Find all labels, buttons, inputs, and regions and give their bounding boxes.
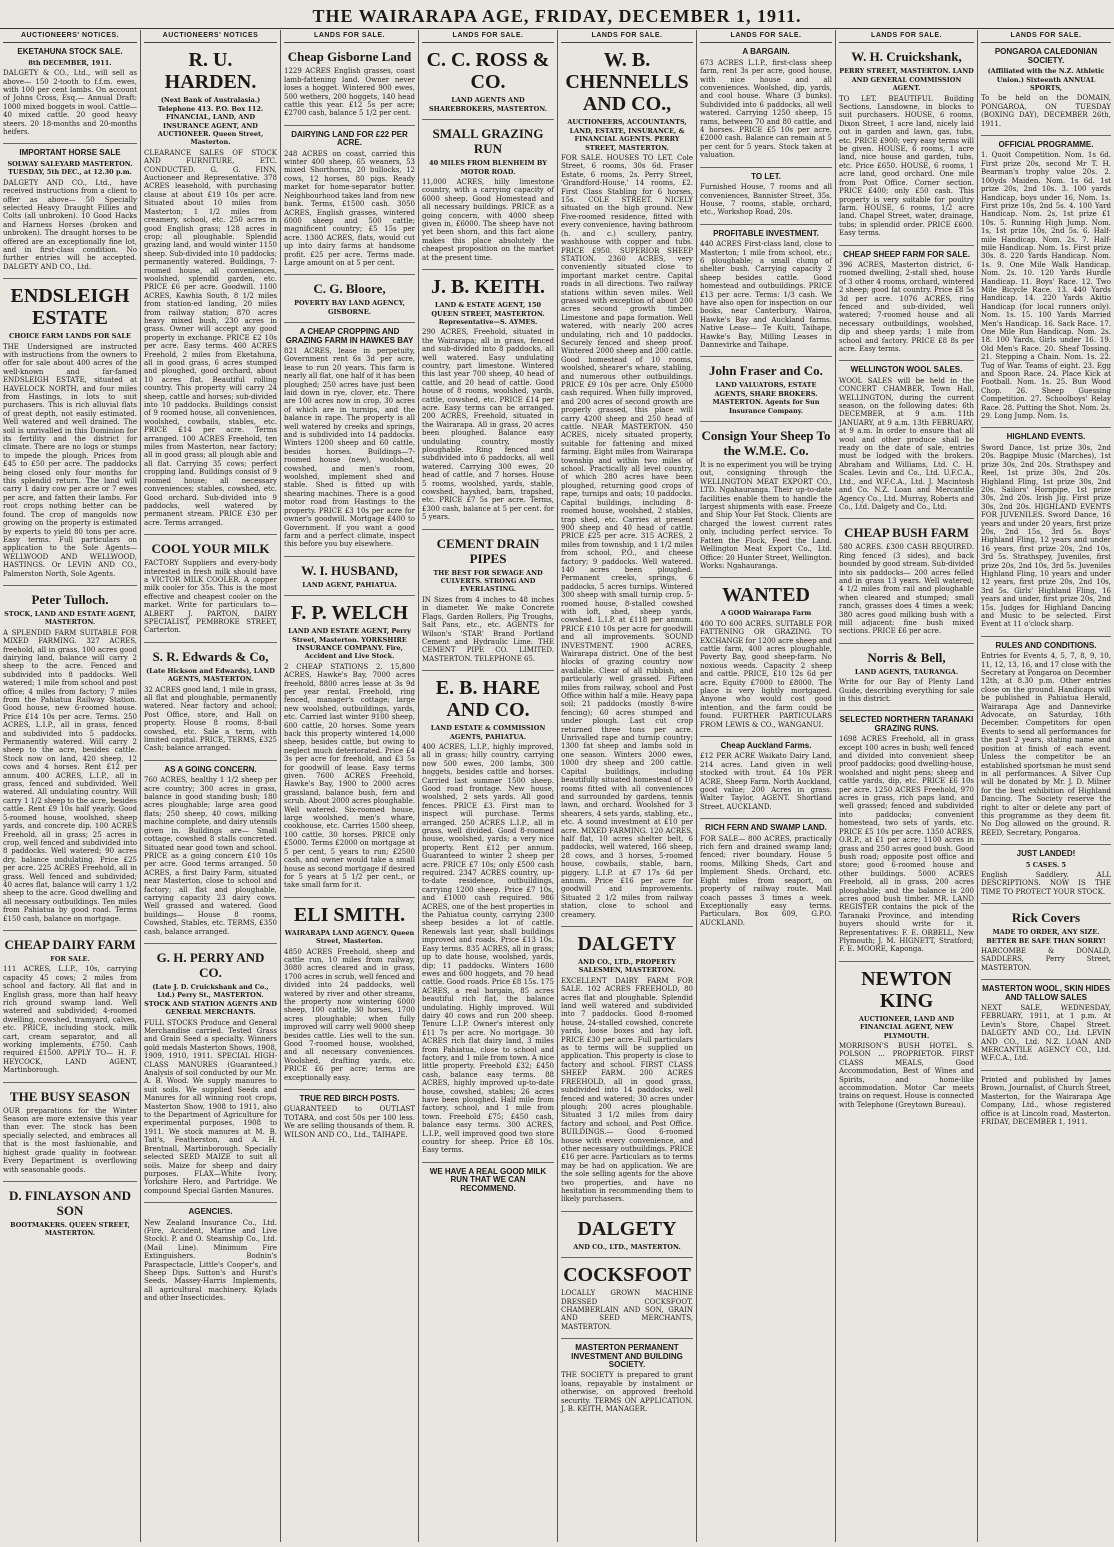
advertisement	[284, 557, 415, 596]
ad-subtitle: LAND VALUATORS, ESTATE AGENTS, SHARE BROKERS. MASTERTON. Agents for Sun Insurance Company.	[712, 381, 820, 415]
ad-subtitle: A GOOD Wairarapa Farm	[720, 609, 812, 618]
ad-title: THE BUSY SEASON	[9, 1088, 131, 1104]
advertisement	[284, 126, 415, 276]
column-heading: LANDS FOR SALE.	[981, 30, 1111, 43]
column-heading: LANDS FOR SALE.	[422, 30, 554, 43]
ad-subtitle: (Next Bank of Australasia.) Telephone 413. P.O. Box 112. FINANCIAL, LAND, AND INSURANCE AGENT, AND AUCTIONEER. Queen Street, Masterton.	[157, 96, 264, 147]
ad-subtitle: PERRY STREET, MASTERTON. LAND AND GENERAL COMMISSION AGENT.	[839, 67, 974, 93]
ad-title: R. U. HARDEN.	[164, 49, 257, 94]
ad-body: FOR SALE. HOUSES TO LET. Cole Street, 6 rooms, 30s 6d. Fraser Estate, 6 rooms, 2s. Perry Street, 'Grandford-House,' 14 rooms, £2. First Class Stabling for 6 horses, 15s. COLE STREET. NICELY situated on the high ground. New Five-roomed residence, fitted with every convenience, having bathroom (h. and c.) scullery, pantry, washhouse with copper and tubs. PRICE £950. SUPERIOR SHEEP STATION. 2360 ACRES, very conveniently situated close to important market centre. Capital roads in all directions. Two railway stations within seven miles. Well grassed with exception of about 200 acres second growth timber. Limestone and papa formation. Well watered, with nearly 200 acres undulating, rich and 10 paddocks. Securely fenced and sheep proof. Wintered 2000 sheep and 200 cattle. Good homestead of 10 rooms, woolshed, shearer's whare, stabling, and numerous other outbuildings. PRICE £9 10s per acre. Only £5000 cash required. When fully improved, and 200 acres of second growth are properly grassed, this place will carry 4200 sheep and 250 head of cattle. NEAR MASTERTON. 450 ACRES, nicely situated property, suitable for fattening and mixed farming. Eight miles from Wairarapa township and within two miles of school. Practically all level country, of which 280 acres have been ploughed, returning good crops of rape, turnips and oats; 10 paddocks. Capital buildings, including 8-roomed house, woolshed, 2 stables, trap shed, etc. Carries at present 900 sheep and 40 head of cattle. PRICE £25 per acre. 315 ACRES, 2 miles from township, and 1 1/2 miles from school, P.O., and cheese factory; 9 paddocks. Well watered. 140 acres been ploughed. Permanent creeks, springs, 6 paddocks, 5 acres turnips. Wintered 300 sheep with small turnip crop. 5-roomed house, 8-stalled cowshed with loft, shed, sheep yards, cowshed. L.I.P. at £118 per annum. PRICE £10 10s per acre for goodwill and all improvements. SOUND INVESTMENT. 1900 ACRES, Wairarapa district. One of the best blocks of grazing country now available. Clear of all rubbish, and particularly well grassed. Fifteen miles from railway, school and Post Office within half a mile. Heavy papa soil; 21 paddocks (mostly 8-wire fencing); 60 acres stumped and under plough. Last cut crop returned three tons per acre. Unrivalled rape and turnip country; 1300 fat sheep and lambs sold in one season. Winters 2000 ewes, 1000 dry sheep and 200 cattle. Capital buildings, including beautifully situated homestead of 10 rooms fitted with all conveniences and surrounded by gardens, tennis lawn, and orchard. Woolshed for 3 shearers, 4 sets yards, stabling, etc., etc. A sound investment at £10 per acre. MIXED FARMING. 120 ACRES, half flat, 10 acres shelter belt, 6 paddocks, well watered, 166 sheep, 28 cows, and 3 horses, 5-roomed house, cowbails, stable, barn, piggery. L.I.P. at £7 17s 6d per annum. Price £16 per acre for goodwill and improvements. Situated 2 1/2 miles from railway station, close to school and creamery.	[561, 154, 693, 919]
ad-subtitle: LAND ESTATE & COMMISSION AGENTS, PAHIATUA.	[430, 724, 546, 741]
ad-title: TO LET.	[751, 171, 781, 181]
column-5	[558, 30, 697, 1542]
ad-subtitle: AUCTIONEER, LAND AND FINANCIAL AGENT, NEW PLYMOUTH.	[858, 1014, 955, 1040]
advertisement	[144, 1203, 277, 1309]
column-8	[978, 30, 1114, 1542]
ad-title: John Fraser and Co.	[709, 363, 823, 379]
ad-subtitle: AND CO., LTD., PROPERTY SALESMEN, MASTERTON.	[578, 958, 676, 975]
ad-title: SELECTED NORTHERN TARANAKI GRAZING RUNS.	[839, 715, 974, 733]
ad-title: S. R. Edwards & Co,	[152, 648, 269, 664]
advertisement	[3, 931, 137, 1083]
ad-title: ENDSLEIGH ESTATE	[10, 285, 130, 330]
ad-subtitle: MADE TO ORDER, ANY SIZE. BETTER BE SAFE THAN SORRY!	[986, 928, 1106, 945]
ad-body: 32 ACRES good land, 1 mile in grass, all flat and ploughable, permanently watered. Near factory and school; Post Office, store, and Hall on property. House 8 rooms, 8-bail cowshed, etc. Sale a term, with limited capital. PRICE, TERMS, £325 Cash; balance arranged.	[144, 685, 277, 753]
column-4	[419, 30, 558, 1542]
ad-body: MORRISON'S BUSH HOTEL. S. POLSON ... PROPRIETOR. FIRST CLASS MEALS, Good Accommodation, Best of Wines and Spirits, and home-like accommodation. Motor Car meets trains on request. House is connected with Telephone (Greytown Bureau).	[839, 1042, 974, 1109]
ad-title: CHEAP SHEEP FARM FOR SALE.	[843, 249, 970, 259]
ad-body: 821 ACRES, lease in perpetuity, Government rent 6s 3d per acre, lease to run 20 years. This farm is nearly all flat, one half of it has been ploughed; 250 acres have just been laid down in rye, clover, etc. There are 100 acres now in crop, 30 acres of which are in turnips, and the balance in rape. The property is all well watered by creeks and springs, and is subdivided into 14 paddocks. Winters 1200 sheep and 60 cattle, besides horses. Buildings—7-roomed house (new), woolshed, cowshed, and men's room, woolshed, implement shed and stable. Shed is fitted up with shearing machines. There is a good motor road from Hastings to the property. PRICE £3 10s per acre for owner's goodwill. Mortgage £400 to Government. If you want a good farm and a perfect climate, inspect this before you buy elsewhere.	[284, 346, 415, 549]
ad-subtitle: POVERTY BAY LAND AGENCY, GISBORNE.	[294, 299, 405, 316]
ad-title: COOL YOUR MILK	[151, 541, 270, 557]
ad-body: Furnished House, 7 rooms and all conveniences, Bannister Street, 35s. House, 7 rooms, stable, orchard, etc., Workshop Road, 20s.	[700, 183, 832, 217]
advertisement	[422, 671, 554, 1163]
advertisement	[839, 711, 974, 961]
masthead	[0, 0, 1114, 29]
ad-body: FULL STOCKS Produce and General Merchandise carried. Tested Grass and Grain Seed a specialty. Winners gold medals Masterton Shows, 1908, 1909, 1910, 1911. SPECIAL HIGH-CLASS MANURES (Guaranteed.) Analysis of soil conducted by our Mr. A. B. Wood. We supply manures to suit soils. We supplied Seeds and Manures for all winning root crops, Masterton Show, 1908 to 1911, also to the Department of Agriculture for experimental purposes, 1908 to 1911. We stock manures at M. B. Tait's, Featherston, and A. H. Brentnall, Martinborough. Specially selected SEED MAIZE to suit all soils. Maize for sheep and dairy purposes. FLAX—White Ivory, Yorkshire Hero, and Partridge. We compound Special Garden Manures.	[144, 1018, 277, 1195]
ad-body: 760 ACRES, healthy 1 1/2 sheep per acre country; 300 acres in grass, balance in good standing bush; 180 acres ploughable; large area good flats; 250 sheep, 40 cows, milking machine complete, and dairy utensils given in. Buildings are— Small cottage, cowshed 8 stalls concreted. Situated near good town and school. PRICE as a going concern £10 10s per acre. Good terms arranged. 50 ACRES, a first Dairy Farm, situated near Masterton, close to school and factory; all flat and ploughable, carrying capacity 23 dairy cows. Well grassed and watered. Good buildings— House 8 rooms, Cowshed, Stables, etc. TERMS, £350 cash, balance arranged.	[144, 776, 277, 936]
advertisement	[561, 43, 693, 927]
advertisement	[981, 43, 1111, 136]
ad-title: Cheap Gisborne Land	[287, 49, 412, 65]
ad-title: COCKSFOOT	[563, 1264, 691, 1287]
ad-subtitle: LAND AGENT, PAHIATUA.	[302, 580, 397, 589]
advertisement	[700, 819, 832, 934]
ad-title: AGENCIES.	[188, 1207, 233, 1217]
advertisement	[700, 737, 832, 819]
advertisement	[144, 43, 277, 535]
ad-title: IMPORTANT HORSE SALE	[19, 148, 121, 158]
ad-body: LOCALLY GROWN MACHINE DRESSED COCKSFOOT. CHAMBERLAIN AND SON, GRAIN AND SEED MERCHANTS, MASTERTON.	[561, 1289, 693, 1331]
ad-body: NEXT SALE, WEDNESDAY, FEBRUARY, 1911, at 1 p.m. At Levin's Store, Chapel Street. DALGETY AND CO., Ltd. LEVIN AND CO., Ltd. N.Z. LOAN AND MERCANTILE AGENCY CO., Ltd. W.F.C.A., Ltd.	[981, 1004, 1111, 1063]
advertisement	[700, 357, 832, 422]
ad-body: OUR preparations for the Winter Season are more extensive this year than ever. The stock has been specially selected, and embraces all that is the most fashionable, and highest grade quality in footwear. Every Department is overflowing with seasonable goods.	[3, 1106, 137, 1174]
advertisement	[284, 43, 415, 125]
ad-body: Sword Dance, 1st prize 30s, 2nd 20s. Bagpipe Music (Marches), 1st prize 30s, 2nd 20s. Strathspey and Reel, 1st prize 30s, 2nd 20s. Highland Fling, 1st prize 30s, 2nd 20s. Sailors' Hornpipe, 1st prize 30s, 2nd 20s. Irish Jig. First prize 30s, 2nd 20s. HIGHLAND EVENTS FOR JUVENILES. Sword Dance, 16 years and under 20 years, first prize 20s, 2nd 15s, 3rd 5s. Boys' Highland Fling, 12 years and under 16 years, first prize 20s, 2nd 10s, 3rd 5s. Strathspey, Juveniles, first prize 20s, 2nd 10s, 3rd 5s. Juveniles Highland Fling, 10 years and under 12 years, first prize 20s, 2nd 10s, 3rd 5s. Girls' Highland Fling, 16 years and under, first prize 20s, 2nd 15s. Judges for Highland Dancing and Music to be selected. First Event at 11 o'clock sharp.	[981, 443, 1111, 629]
column-7	[836, 30, 978, 1542]
ad-subtitle: THE BEST FOR SEWAGE AND CULVERTS. STRONG AND EVERLASTING.	[433, 568, 543, 594]
ad-body: To be held on the DOMAIN, PONGAROA, ON TUESDAY (BOXING DAY), DECEMBER 26th, 1911.	[981, 94, 1111, 128]
ad-title: RICH FERN AND SWAMP LAND.	[705, 823, 827, 833]
advertisement	[284, 323, 415, 557]
ad-subtitle: LAND AGENTS AND SHAREBROKERS, MASTERTON.	[428, 96, 548, 113]
ad-body: Entries for Events 4, 5, 7, 8, 9, 10, 11, 12, 13, 16, and 17 close with the Secretary at Pongaroa on December 12th, at 8.30 p.m. Other entries close on the ground. Handicaps will be published in Pahiatua Herald, Wairarapa Age and Dannevirke Advocate, on Saturday, 16th December. Competitors for open Events to send all performances for the past 2 years, stating name and position at finish of each event. Unless the competitor be an established sportsman he must send in all performances. A Silver Cup will be donated by Mr. J. D. Milner for the best exhibition of Highland Dancing. The Society reserve the right to alter or delete any part of this programme as they deem fit. No Dog allowed on the ground. R. REED, Secretary, Pongaroa.	[981, 652, 1111, 837]
advertisement	[981, 637, 1111, 845]
ad-title: W. I. HUSBAND,	[301, 562, 398, 578]
ad-title: DAIRYING LAND FOR £22 PER ACRE.	[291, 129, 408, 148]
advertisement	[144, 535, 277, 643]
ad-body: 400 TO 600 ACRES. SUITABLE FOR FATTENING OR GRAZING. TO EXCHANGE for 1200 acre sheep and cattle farm, 400 acres ploughable, Poverty Bay, good sheep-farm. No noxious weeds. Capacity 2 sheep and cattle. PRICE, £10 12s 6d per acre. Equity £7000 to £8000. The place is very lightly mortgaged. Anyone who would cost good intention, and the farm could be found. FURTHER PARTICULARS FROM LEWIS & CO., WANGANUI.	[700, 619, 833, 729]
ad-title: OFFICIAL PROGRAMME.	[998, 140, 1094, 150]
ad-body: 248 ACRES on coast, carried this winter 400 sheep, 65 weaners, 53 mixed Shorthorns, 20 bullocks, 12 cows, 12 horses, 80 pigs. Ready market for home-separator butter. Neighbourhood takes land from new bank. Terms, £1500 cash. 3050 ACRES, English grasses, wintered 6000 sheep and 500 cattle; magnificent country; £5 15s per acre. 1300 ACRES, flats, would cut up into dairy farms at handsome profit. £25 per acre. Terms made. Large amount on at 5 per cent.	[284, 149, 415, 267]
advertisement	[981, 1071, 1111, 1133]
advertisement	[422, 1163, 554, 1200]
advertisement	[3, 1083, 137, 1182]
ad-title: JUST LANDED!	[1016, 849, 1076, 859]
ad-title: DALGETY	[577, 1217, 677, 1240]
advertisement	[3, 144, 137, 279]
column-heading: AUCTIONEERS' NOTICES	[144, 30, 277, 43]
advertisement	[981, 845, 1111, 904]
ad-subtitle: BOOTMAKERS. QUEEN STREET, MASTERTON.	[10, 1220, 130, 1238]
advertisement	[422, 120, 554, 270]
column-heading: LANDS FOR SALE.	[284, 30, 415, 43]
advertisement	[981, 136, 1111, 428]
ad-title: CHEAP BUSH FARM	[844, 525, 969, 541]
ad-body: 396 ACRES, Masterton district, 6-roomed dwelling, 2-stall shed, house of 3 other 4 rooms, orchard, wintered 2 sheep; good fat country. Price £8 5s 3d per acre. 1076 ACRES, ring fenced and sub-divided, well watered; 7-roomed house and all necessary outbuildings, woolshed, dip and sheep yards; 1 mile from school and factory. PRICE £8 8s per acre. Easy terms.	[839, 260, 974, 353]
ad-subtitle: 5 CASES. 5	[1025, 860, 1067, 869]
ad-title: C. G. Bloore,	[313, 281, 386, 297]
advertisement	[981, 428, 1111, 636]
ad-body: DALGETY AND CO., Ltd., have received instructions from a client to offer as above— 50 Specially selected Heavy Draught Fillies and Colts (all unbroken). 10 Good Hacks and Harness Horses (broken and unbroken). The draught horses to be offered are an exceptionally fine lot, and in first-class condition. No further entries will be accepted. DALGETY AND CO., Ltd.	[3, 178, 137, 271]
advertisement	[3, 43, 137, 144]
advertisement	[700, 578, 832, 737]
ad-body: 290 ACRES, Freehold, situated in the Wairarapa; all in grass, fenced and sub-divided into 8 paddocks, all well watered. Easy undulating country, part limestone. Wintered this last year 700 sheep, 40 head of cattle, and 20 head of cattle. Good house of 8 rooms, woolshed, yards, cattle, cowshed, etc. PRICE £14 per acre. Easy terms can be arranged. 200 ACRES, Freehold, situated in the Wairarapa. All in grass, 20 acres been ploughed. Balance easy undulating country, mostly ploughable. Ring fenced and subdivided into 6 paddocks, all well watered. Carrying 300 ewes, 20 head of cattle, and 7 horses. House 5 rooms, woolshed, yards, stable, cowshed, hayshed, barn, trapshed, etc. PRICE £7 5s per acre. Terms, £300 cash, balance at 5 per cent. for 5 years.	[422, 328, 554, 522]
advertisement	[284, 1090, 415, 1146]
column-2	[141, 30, 281, 1542]
column-heading: LANDS FOR SALE.	[839, 30, 974, 43]
ad-body: 400 ACRES, L.I.P., highly improved, all in grass; hilly country, carrying now 500 ewes, 200 lambs, 300 hoggets, besides cattle and horses. Carried last summer 1500 sheep. Good road frontage. New house, woolshed, 2 sets yards. All good fences. PRICE £3. First man to inspect will purchase. Terms arranged. 250 ACRES L.I.P., all in grass, well divided. Good 8-roomed house, woolshed, yards; a very nice property. Rent £12 per annum. Guaranteed to winter 2 sheep per acre. PRICE £7 10s; only £500 cash required. 2347 ACRES country, up-to-date residence, outbuildings, carrying 1200 sheep. Price £7 10s, and £1000 cash required. 986 ACRES, one of the best properties in the Pahiatua county, carrying 2300 sheep besides a lot of cattle. Renewals last year, shall buildings improved and roads. Price £13 10s. Easy terms. 835 ACRES, all in grass; up to date house, woolshed, yards, dip; 11 paddocks. Winters 1600 ewes and 600 hoggets, and 70 head cattle. Good roads. Price £8 15s. 175 ACRES, a real bargain, 85 acres beautiful rich flat, the balance undulating. Highly improved. Will dairy 40 cows and run 200 sheep. Tenure L.I.P. Owner's interest only £11 7s per acre. No mortgage. 30 ACRES rich flat dairy land, 3 miles from Pahiatua, close to school and factory, and 1 mile from town. A nice little property. Freehold £32; £450 cash, balance easy terms. 88 ACRES, highly improved up-to-date house, cowshed, stables; 26 acres have been ploughed. Half mile from factory, school, and 1 mile from town. Freehold £75; £450 cash, balance easy terms. 300 ACRES, L.I.P., well improved good two store country for sheep. Price £8 10s. Easy terms.	[422, 742, 554, 1155]
ad-body: Printed and published by James Brown, Journalist, of Church Street, Masterton, for the Wairarapa Age Company, Ltd., whose registered office is at Lincoln road, Masterton. FRIDAY, DECEMBER 1, 1911.	[981, 1075, 1111, 1126]
ad-title: D. FINLAYSON AND SON	[9, 1187, 131, 1218]
ad-title: NEWTON KING	[861, 967, 952, 1012]
ad-title: A CHEAP CROPPING AND GRAZING FARM IN HAWKES BAY	[285, 327, 414, 345]
page-title: THE WAIRARAPA AGE, FRIDAY, DECEMBER 1, 1911.	[312, 6, 802, 26]
ad-body: 440 ACRES First-class land, close to Masterton; 1 mile from school, etc.; 6 ploughable; a small clump of shelter bush. Carrying capacity 2 sheep besides cattle. Good homestead and outbuildings. PRICE £13 per acre. Terms: 1/3 cash. We have also open for inspection on our books, near Canterbury, Wairoa, Hawke's Bay and Auckland farms. Native Lease— Te Kuiti, Taihape, Hawke's Bay, Milling Leases in Dannevirke and Taihape.	[700, 240, 832, 349]
column-heading: LANDS FOR SALE.	[561, 30, 693, 43]
ad-body: FOR SALE— 800 ACRES, practically rich fern and drained swamp land; fenced; river boundary. House 5 rooms, Milking Sheds, Cart and Implement Sheds. Orchard, etc. Eight miles from seaport, on property of railway route. Mail coach passes 3 times a week. Exceptionally easy terms. Particulars, Box 609, G.P.O. AUCKLAND.	[700, 834, 832, 927]
advertisement	[981, 980, 1111, 1071]
advertisement	[3, 279, 137, 586]
advertisement	[422, 43, 554, 120]
ad-title: WANTED	[722, 584, 810, 607]
column-heading: AUCTIONEERS' NOTICES.	[3, 30, 137, 43]
ad-body: 4850 ACRES Freehold, sheep and cattle run, 10 miles from railway, 3080 acres cleared and in grass, 1700 acres in scrub, well fenced and divided into 24 paddocks, well watered by river and other streams, the property now wintering 6000 sheep, 100 cattle, 30 horses, 1700 acres ploughable; when fully improved will carry well 9000 sheep besides cattle. Lies well to the sun. Good 7-roomed house, woolshed, and all necessary conveniences. Woolshed, drafting yards, etc. PRICE £6 per acre; terms are exceptionally easy.	[284, 947, 415, 1082]
ad-title: F. P. WELCH	[290, 602, 409, 625]
ad-body: 2 CHEAP STATIONS 2. 15,800 ACRES, Hawke's Bay, 7000 acres freehold, 8800 acres lease at 3s 9d per year rental. Freehold, ring fenced, manager's cottage; large new woolshed, outbuildings, yards, etc. Carried last winter 9100 sheep, 600 cattle, 20 horses. Some years back this property wintered 14,000 sheep, besides cattle, but owing to neglect much deteriorated. Price £4 3s per acre for freehold, and £3 5s for goodwill of lease. Easy terms given. 7600 ACRES Freehold, Hawke's Bay, 1900 to 2000 acres grassland, balance bush, fern and scrub. About 2000 acres ploughable. Well watered. Six-roomed house, large woolshed, men's whare, cookhouse, etc. Carries 1500 sheep, 100 cattle, 30 horses. PRICE only £5000. Terms £2000 on mortgage at 5 per cent, 5 years to run; £2500 cash, and owner would take a small house as second mortgage if desired for 5 years at 5 1/2 per cent., or take small farm for it.	[284, 662, 415, 890]
advertisement	[144, 944, 277, 1203]
column-6	[697, 30, 836, 1542]
advertisement	[561, 927, 693, 1212]
ad-subtitle: STOCK, LAND AND ESTATE AGENT, MASTERTON.	[4, 609, 136, 627]
ad-body: HARCOMBE & DONALD, SADDLERS, Perry Street, MASTERTON.	[981, 947, 1111, 972]
ad-body: CLEARANCE SALES OF STOCK AND FURNITURE, ETC. CONDUCTED. G. G. FINN, Auctioneer and Representative. 378 ACRES leasehold, with purchasing clause at about £19 10s per acre. Situated about 10 miles from Masterton; 1 1/2 miles from creamery, school, etc. 250 acres in good English grass; 128 acres in crop; all ploughable. Splendid grazing land, and would winter 1150 sheep. Sub-divided into 10 paddocks; permanently watered. Buildings, 7-roomed house, all conveniences, woolshed, splendid garden, etc. PRICE £6 per acre. Goodwill. 1100 ACRES, Kawhia South, 8 1/2 miles from station-ed landing, 20 miles from railway station; 870 acres heavy mixed bush, 230 acres in grass. Owner will accept any good property in exchange. PRICE £2 10s per acre. Easy terms. 460 ACRES Freehold, 2 miles from Eketahuna, all in good grass, 6 acres stumped and ploughed, good orchard, about 10 acres flat. Beautiful rolling country. This property will carry 24 sheep, cattle and horses; sub-divided into 10 paddocks. Buildings consist of 9 roomed house, all conveniences, woolshed, cowbails, stables, etc. PRICE £14 per acre. Terms arranged. 100 ACRES Freehold, ten miles from Masterton, near factory; all in good grass; all plough able and all flat. Carrying 35 cows; perfect cropping land. Buildings consist of 9 roomed house; all necessary conveniences; stables, cowshed, etc. Good orchard. Sub-divided into 9 paddocks, well watered by permanent stream. PRICE £30 per acre. Terms arranged.	[144, 148, 277, 527]
ad-title: Norris & Bell,	[867, 649, 946, 665]
ad-subtitle: AND CO., LTD., MASTERTON.	[573, 1242, 681, 1251]
ad-title: C. C. ROSS & CO.	[426, 49, 550, 94]
advertisement	[3, 586, 137, 931]
ad-body: It is no experiment you will be trying out, consigning through the WELLINGTON MEAT EXPORT CO., LTD. Ngahauranga. Their up-to-date facilities enable them to handle the largest shipments with ease. Freeze and Ship Your Fat Stock. Clients are charged the lowest current rates only, including perfect service. To Fatten the Flock, Feed the Land. Wellington Meat Export Co., Ltd. Office: 20 Hunter Street, Wellington. Works: Ngahauranga.	[700, 461, 832, 570]
ad-subtitle: SOLWAY SALEYARD MASTERTON. TUESDAY, 5th DEC., at 12.30 p.m.	[7, 159, 133, 177]
column-1	[0, 30, 141, 1542]
ad-body: TO LET. BEAUTIFUL Building Sections, Lansdowne, in blocks to suit purchasers. HOUSE, 6 rooms, Dixon Street, 1 acre land, nicely laid out in garden and lawn, gas, tubs, etc. PRICE £900; very easy terms will be given. HOUSE, 6 rooms, 1 acre land, nice house and garden, tubs, etc. Price £650. HOUSE, 6 rooms, 1 acre land, good orchard. One mile from Post Office. Corner section. PRICE £400; only £50 cash. This property is very suitable for poultry farm. HOUSE, 6 rooms, 1/2 acre land. Chapel Street, water, drainage, tubs; in splendid order. PRICE £600. Easy terms.	[839, 94, 974, 238]
ad-body: FACTORY Suppliers and every-body interested in fresh milk should have a VICTOR MILK COOLER. A copper milk cooler for 35s. This is the most effective and cheapest cooler on the market. Write for particulars to— ALBERT J. PARTON, DAIRY SPECIALIST, PEMBROKE STREET, Carterton.	[144, 559, 277, 635]
ad-body: 1229 ACRES English grasses, coast lamb-fattening land. Owner never loses a hogget. Wintered 900 ewes, 500 wethers, 200 hoggets, 140 head cattle this year. £12 5s per acre; £2700 cash, balance 5 1/2 per cent.	[284, 67, 415, 118]
advertisement	[284, 898, 415, 1090]
ad-title: CEMENT DRAIN PIPES	[436, 535, 540, 566]
ad-subtitle: 8th DECEMBER, 1911.	[28, 58, 112, 67]
ad-subtitle: AUCTIONEERS, ACCOUNTANTS, LAND, ESTATE, INSURANCE, & FINANCIAL AGENTS. PERRY STREET, MASTERTON.	[567, 118, 687, 152]
ad-subtitle: (Late Hickson and Edwards), LAND AGENTS, MASTERTON.	[146, 666, 275, 684]
ad-title: W. B. CHENNELLS AND CO.,	[565, 49, 689, 116]
ad-body: 580 ACRES. £300 CASH REQUIRED. Ring fenced (3 sides), and back bounded by good stream. Sub-divided into six paddocks— 200 acres felled and in grass 13 years. Well watered; 4 1/2 miles from rail and ploughable when cleared and stumped; small ranch, grasses does 4 times a week; 380 acres good milking bush with a mill adjacent; fine bush mixed sections. PRICE £6 per acre.	[839, 543, 974, 636]
ad-body: EXCELLENT DAIRY FARM FOR SALE. 102 ACRES FREEHOLD, 80 acres flat and ploughable. Splendid land well watered and subdivided into 7 paddocks. Good 8-roomed house, 24-stalled cowshed, concrete yards, loose boxes and hay loft. PRICE £30 per acre. Full particulars as to terms will be supplied on application. This property is close to factory and school. FIRST CLASS SHEEP FARM. 200 ACRES FREEHOLD, all in good grass, subdivided into 14 paddocks, well fenced and watered; 30 acres under plough; 200 acres ploughable. Situated 3 1/2 miles from dairy factory and school, and Post Office. BUILDINGS.— Good 6-roomed house with every convenience, and other necessary outbuildings. PRICE £16 per acre. Particulars as to terms may be had on application. We are the sole selling agents for the above two properties, and have no hesitation in recommending them to likely purchasers.	[561, 976, 693, 1204]
ad-title: PROFITABLE INVESTMENT.	[713, 228, 819, 238]
ad-body: English Saddlery. ALL DESCRIPTIONS. NOW IS THE TIME TO PROTECT YOUR STOCK.	[981, 870, 1111, 896]
ad-subtitle: LAND AND ESTATE AGENT, Perry Street, Masterton. YORKSHIRE INSURANCE COMPANY. Fire, Accident and Live Stock.	[288, 627, 411, 661]
ad-body: 111 ACRES, L.I.P., 10s, carrying capacity 45 cows; 2 miles from school and factory. All flat and in English grass, more than half heavy rich ground swamp land. Well watered and subdivided; 4-roomed dwelling, cowshed, tramyard, calves, etc. PRICE, including stock, milk cart, cream separator, and all working implements, £750. Cash required £1500. APPLY TO— H. F. HEYCOCK, LAND AGENT, Martinborough.	[3, 965, 137, 1075]
advertisement	[839, 519, 974, 643]
advertisement	[700, 43, 832, 167]
advertisement	[144, 761, 277, 944]
advertisement	[561, 1212, 693, 1258]
ad-title: ELI SMITH.	[293, 903, 406, 926]
ad-body: Write for our Bay of Plenty Land Guide, describing everything for sale in this district.	[839, 678, 974, 703]
ad-body: £12 PER ACRE Waikato Dairy Land, 214 acres. Land given in well stocked with trout. £4 10s PER ACRE, Sheep Farm. North Auckland, good value; 200 Acres in grass. Walter Taylor, AGENT. Shortland Street, AUCKLAND.	[700, 752, 832, 811]
advertisement	[839, 644, 974, 712]
ad-body: 1698 ACRES Freehold, all in grass except 100 acres in bush; well fenced and divided into convenient sheep proof paddocks; good dwelling-house, woolshed and night pens; sheep and cattle yards, dip, etc. PRICE £6 10s per acre. 1250 ACRES Freehold, 970 acres in grass, rich paps land, and well grassed; fenced and subdivided into paddocks; convenient homestead, two sets of yards, etc. PRICE £5 10s per acre. 1350 ACRES, O.R.P., at £1 per acre; 1100 acres in grass and 250 acres good bush. Good bush road; opposite post office and store; good 6-roomed house and other buildings. 5000 ACRES Freehold, all in grass, 200 acres ploughable; and the balance is 200 acres good bush timber. MR. LAND REGISTER contains the pick of the Taranaki Province, and intending buyers should write for it. Representatives: F. E. ORBELL, New Plymouth; J. M. HIGNETT, Stratford; F. E. MOORE, Kaponga.	[839, 735, 974, 954]
ad-title: G. H. PERRY AND CO.	[156, 949, 265, 980]
ad-title: A BARGAIN.	[742, 47, 790, 57]
advertisement	[284, 275, 415, 323]
ad-subtitle: WAIRARAPA LAND AGENCY. Queen Street, Masterton.	[284, 928, 415, 946]
ad-title: WELLINGTON WOOL SALES.	[850, 365, 963, 375]
ad-title: Consign Your Sheep To the W.M.E. Co.	[701, 428, 831, 459]
ad-title: CHEAP DAIRY FARM	[4, 936, 136, 952]
advertisement	[700, 225, 832, 358]
ad-subtitle: 40 MILES FROM BLENHEIM BY MOTOR ROAD.	[429, 159, 547, 176]
ad-title: RULES AND CONDITIONS.	[995, 640, 1097, 650]
ad-title: E. B. HARE AND CO.	[435, 677, 541, 722]
ad-title: AS A GOING CONCERN.	[164, 764, 257, 774]
ad-title: MASTERTON WOOL, SKIN HIDES AND TALLOW SALES	[982, 984, 1110, 1002]
advertisement	[3, 1182, 137, 1244]
advertisement	[144, 643, 277, 761]
ad-title: DALGETY	[577, 933, 677, 955]
ad-title: TRUE RED BIRCH POSTS.	[299, 1094, 400, 1104]
ad-title: Peter Tulloch.	[31, 591, 109, 607]
ad-body: 673 ACRES L.I.P., first-class sheep farm, rent 3s per acre, good house, with nice house and all conveniences. Woolshed, dip, yards, and cool house. Whare (3 bunks). Subdivided into 6 paddocks, all well watered. Carrying 1250 sheep, 15 rams, between 70 and 80 cattle, and 4 horses. PRICE £5 10s per acre. £2000 cash. Balance can remain at 5 per cent for 5 years. Stock taken at valuation.	[700, 58, 832, 160]
ad-body: WOOL SALES will be held in the CONCERT CHAMBER, Town Hall, WELLINGTON, during the current season, on the following dates: 6th DECEMBER, at 9 a.m. 11th JANUARY, at 9 a.m. 13th FEBRUARY, at 9 a.m. In order to ensure that all wool and other produce shall be ready on the date of sale, entries must be lodged with the brokers. Abraham and Williams, Ltd. C. H. Scales. Levin and Co., Ltd. U.F.C.A., Ltd., and W.F.C.A., Ltd. J. Macintosh and Co. N.Z. Loan and Mercantile Agency Co., Ltd. Murray, Roberts and Co., Ltd. Dalgety and Co., Ltd.	[839, 376, 974, 511]
ad-body: 1. Quoit Competition. Nom. 1s 6d. First prize 20s, second Mr T. H. Bearman's trophy value 20s. 2. 100yds Maiden. Nom. 1s 6d. 1st prize 20s, 2nd 10s. 3. 100 yards Handicap, boys under 16, Nom. 1s. First prize 10s, 2nd 5s. 4. 100 Yard Handicap. Nom. 2s, 1st prize £1 10s. 5. Running High Jump. Nom. 1s, 1st prize 10s, 2nd 5s. 6. Half-mile Handicap. Nom. 2s. 7. Half-mile Handicap. Nom. 1s. First prize 30s. 8. 220 Yards Handicap. Nom. 1s. 9. One Mile Walk Handicap. Nom. 2s. 10. 120 Yards Hurdle Handicap. 11. Boys' Race. 12. Two Mile Bicycle Race. 13. 440 Yards Handicap. 14. 220 Yards Akitio Handicap (for local runners only). Nom. 1s. 15. 100 Yards Married Men's Handicap. 16. Sack Race. 17. One Mile Run Handicap. Nom. 2s. 18. 100 Yards, Girls under 16. 19. Old Men's Race. 20. Sheaf Tossing. 21. Stepping a Chain. Nom. 1s. 22. Tug of War. Teams of eight. 23. Egg and Spoon Race. 24. Place Kick at Football. Nom. 1s. 25. Bun Wood Chop. 26. Sheep Guessing Competition. 27. Schoolboys' Relay Race. 28. Putting the Shot. Nom. 2s. 29. Long Jump. Nom. 1s.	[981, 151, 1111, 421]
advertisement	[700, 422, 832, 578]
ad-title: Cheap Auckland Farms.	[720, 741, 812, 750]
ad-title: J. B. KEITH.	[431, 276, 545, 299]
ad-subtitle: LAND AGENTS, TAURANGA.	[854, 667, 959, 676]
ad-title: EKETAHUNA STOCK SALE.	[17, 47, 123, 57]
advertisement	[839, 962, 974, 1116]
ad-title: SMALL GRAZING RUN	[432, 126, 544, 157]
ad-title: HIGHLAND EVENTS.	[1006, 432, 1086, 442]
ad-body: A SPLENDID FARM SUITABLE FOR MIXED FARMING. 327 ACRES, freehold, all in grass, 100 acres good dairying land, balance will carry 2 sheep to the acre. Fenced and subdivided into 8 paddocks. Well watered; 1 mile from school and post office; 4 miles from factory; 7 miles from the Pahiatua Railway Station. Good house, new 6-roomed house. Price £14 10s per acre. Terms. 250 ACRES, L.I.P., all in grass, fenced and subdivided into 5 paddocks. Permanently watered. Will carry 2 sheep to the acre, besides cattle. Stock now on land, 420 sheep, 12 cows and 4 horses. Rent £12 per annum. 400 ACRES, L.I.P., all in grass, fenced and subdivided. Well watered. All undulating country. Will carry 1 1/2 sheep to the acre, besides cattle. Rent £9 10s half yearly. Good 5-roomed house, woolshed, sheep yards, and concrete dip. 100 ACRES Freehold, all in grass; 25 acres in crop, well fenced and subdivided into 8 paddocks. Well watered; 90 acres dry, balance undulating. Price £25 per acre. 225 ACRES Freehold, all in grass. Well fenced and subdivided; 40 acres flat, balance will carry 1 1/2 sheep to the acre. Good dwelling and all necessary outbuildings. Ten miles from Pahiatua by good road. Terms £150 cash, balance on mortgage.	[3, 628, 137, 923]
ad-title: W. H. Cruickshank,	[851, 49, 962, 65]
ad-body: IN Sizes from 4 inches to 48 inches in diameter. We make Concrete Flags, Garden Rollers, Pig Troughs, Salt Pans, etc., etc. AGENTS for Wilson's 'STAR' Brand Portland Cement and Hydraulic Lime. THE CEMENT PIPE CO. LIMITED. MASTERTON. TELEPHONE 65.	[422, 595, 554, 663]
advertisement	[839, 246, 974, 362]
ad-body: GUARANTEED to OUTLAST TOTARA, and cost 50s per 100 less. We are selling thousands of them. R. WILSON AND CO., Ltd., TAIHAPE.	[284, 1105, 415, 1139]
advertisement	[700, 168, 832, 225]
advertisement	[284, 596, 415, 898]
advertisement	[981, 904, 1111, 980]
ad-title: WE HAVE A REAL GOOD MILK RUN THAT WE CAN RECOMMEND.	[429, 1166, 547, 1193]
ad-subtitle: (Affiliated with the N.Z. Athletic Union.) Sixteenth ANNUAL SPORTS,	[987, 67, 1105, 93]
ad-body: THE Undersigned are instructed with instructions from the owners to offer for sale about 400 acres of the well-known and far-famed ENDSLEIGH ESTATE, situated at HAVELOCK NORTH, and four miles from Hastings, in lots to suit purchasers. This is rich alluvial flats of great depth, not easily estimated. Well watered and well drained. The soil is unrivalled in this Dominion for its fertility and the district for climate. There are no logs or stumps to impede the plough. Prices from £45 to £50 per acre. The paddocks being closed only four months for this splendid return. The land will carry 1 dairy cow per acre or 7 ewes per acre, and fatten their lambs. For root crops nothing better can be found. The crop of mangolds now growing on the property is estimated by experts to yield 80 tons per acre. Easy terms. Full particulars on application to the Sole Agents— WELLWOOD AND WELLWOOD, HASTINGS. Or LEVIN AND CO., Palmerston North, Sole Agents.	[3, 342, 137, 578]
ad-title: Rick Covers	[1011, 910, 1081, 926]
ad-body: New Zealand Insurance Co., Ltd. (Fire, Accident, Marine and Live Stock). P. and O. Steamship Co., Ltd. (Mail Line). Minimum Fire Extinguishers. Bodnin's Paraspectacle, Little's Cooper's, and Sheep Dips. Sutton's and Hurst's Seeds. Massey-Harris Implements, all agricultural machinery. Kylads and other Insecticides.	[144, 1218, 277, 1303]
advertisement	[422, 530, 554, 671]
ad-subtitle: CHOICE FARM LANDS FOR SALE	[9, 332, 131, 341]
advertisement	[839, 43, 974, 245]
advertisement	[839, 361, 974, 519]
ad-body: DALGETY & CO., Ltd., will sell as above— 150 2-tooth to f.f.m. ewes, with 100 per cent lambs. On account of Johns Cross, Esq.— Annual Draft: 1000 mixed boggets in wool. Cattle— 40 mixed cattle. 20 good heavy steers. 20 18-months and 20-months heifers.	[3, 69, 137, 137]
column-heading: LANDS FOR SALE.	[700, 30, 832, 43]
column-3	[281, 30, 419, 1542]
ad-subtitle: FOR SALE.	[50, 954, 90, 963]
ad-body: THE SOCIETY is prepared to grant loans, repayable by instalment or otherwise, on approved freehold security. TERMS ON APPLICATION. J. B. KEITH, MANAGER.	[561, 1371, 693, 1414]
advertisement	[422, 270, 554, 530]
ad-body: 11,000 ACRES, hilly limestone country, with a carrying capacity of 6000 sheep. Good Homestead and all necessary buildings. PRICE as a going concern, with 4000 sheep given in, £6000. The sheep have not yet been shorn, and this fact alone makes this place absolutely the cheapest proposition on the market at the present time.	[422, 178, 554, 262]
ad-title: PONGAROA CALEDONIAN SOCIETY.	[994, 47, 1098, 65]
ad-title: MASTERTON PERMANENT INVESTMENT AND BUILDING SOCIETY.	[571, 1343, 683, 1370]
advertisement	[561, 1258, 693, 1339]
ad-subtitle: LAND & ESTATE AGENT, 150 QUEEN STREET, MASTERTON. Representative—S. AYMES.	[431, 301, 545, 326]
advertisement	[561, 1339, 693, 1420]
ad-subtitle: (Late J. D. Cruickshank and Co., Ltd.) Perry St., MASTERTON. STOCK AND STATION AGENTS AND GENERAL MERCHANTS.	[144, 982, 277, 1017]
